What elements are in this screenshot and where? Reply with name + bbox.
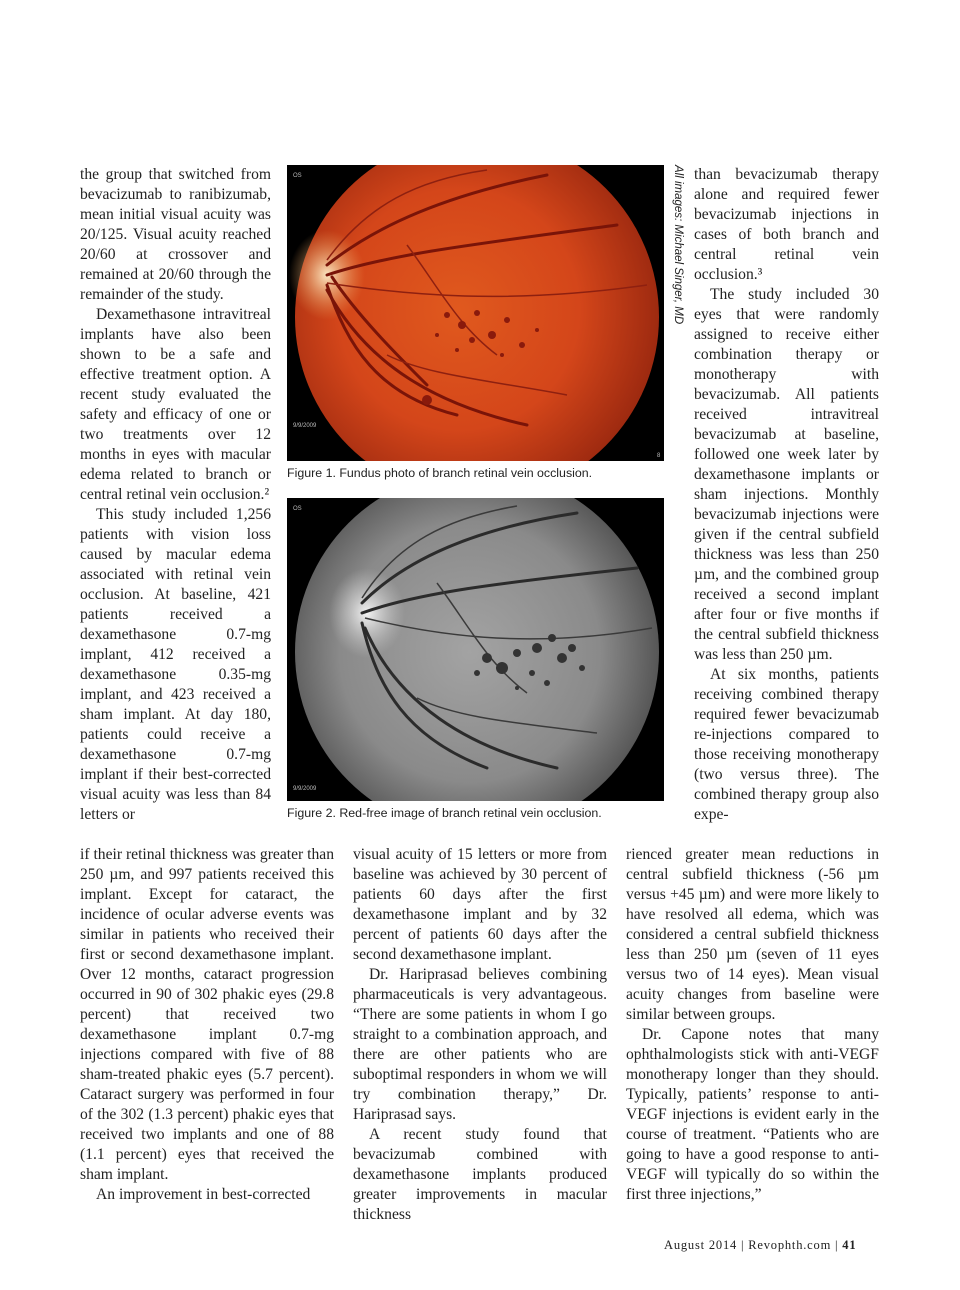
- figure-1-eye-label: OS: [293, 173, 302, 179]
- column-1-bottom-paragraph: An improvement in best-corrected: [96, 1186, 311, 1203]
- figure-2-date-label: 9/9/2009: [293, 786, 317, 792]
- image-credit-text: All images: Michael Singer, MD: [672, 165, 684, 325]
- column-1-top: [80, 165, 271, 825]
- page-footer: [664, 1238, 856, 1253]
- figure-1-caption: Figure 1. Fundus photo of branch retinal vein occlusion.: [287, 466, 593, 480]
- column-1-top-paragraph: the group that switched from bevacizumab to ranibizumab, mean initial visual acuity was 20/125. Visual acuity reached 20/60 at crossover and remained at 20/60 through the remainder of the study.: [80, 166, 271, 303]
- page-number: 41: [842, 1238, 857, 1252]
- footer-site: Revophth.com: [748, 1238, 832, 1252]
- footer-separator-2: |: [835, 1238, 839, 1252]
- column-1-bottom-paragraph: if their retinal thickness was greater than 250 µm, and 997 patients received this implant. Except for cataract, the incidence of ocular adverse events was similar in patients who received their first or second dexamethasone implant. Over 12 months, cataract progression occurred in 90 of 302 phakic eyes (29.8 percent) that received two dexamethasone implant 0.7-mg injections compared with five of 88 sham-treated phakic eyes (5.7 percent). Cataract surgery was performed in four of the 302 (1.3 percent) phakic eyes that received two implants and one of 88 (1.1 percent) eyes that received the sham implant.: [80, 846, 334, 1183]
- column-3-top-paragraph: The study included 30 eyes that were randomly assigned to receive either combination therapy or monotherapy with bevacizumab. All patients received intravitreal bevacizumab at baseline, followed one week later by dexamethasone implants or sham injections. Monthly bevacizumab injections were given if the central subfield thickness was less than 250 µm, and the combined group received a second implant after four or five months if the central subfield thickness was less than 250 µm.: [694, 286, 879, 663]
- figure-2-eye-label: OS: [293, 506, 302, 512]
- column-1-top-paragraph: Dexamethasone intravitreal implants have also been shown to be a safe and effective treatment option. A recent study evaluated the safety and efficacy of one or two treatments over 12 months in eyes with macular edema related to branch or central retinal vein occlusion.²: [80, 306, 271, 503]
- figure-1-corner-label: 8: [657, 453, 661, 459]
- figure-1-date-label: 9/9/2009: [293, 423, 317, 429]
- footer-separator-1: |: [740, 1238, 745, 1252]
- column-3-bottom: [626, 845, 879, 1205]
- column-2-paragraph: visual acuity of 15 letters or more from baseline was achieved by 30 percent of patients 60 days after the first dexamethasone implant and by 32 percent of patients 60 days after the second dexamethasone implant.: [353, 846, 607, 963]
- column-2: [353, 845, 607, 1225]
- column-3-top-paragraph: At six months, patients receiving combined therapy required fewer bevacizumab re-injections compared to those receiving monotherapy (two versus three). The combined therapy group also expe-: [694, 666, 879, 823]
- column-2-paragraph: A recent study found that bevacizumab combined with dexamethasone implants produced greater improvements in macular thickness: [353, 1126, 607, 1223]
- column-3-bottom-paragraph: Dr. Capone notes that many ophthalmologists stick with anti-VEGF monotherapy longer than they should. Typically, patients’ response to anti-VEGF injections is evident early in the course of treatment. “Patients who are going to have a good response to anti-VEGF will typically do so within the first three injections,”: [626, 1026, 879, 1203]
- column-3-top: [694, 165, 879, 825]
- figure-1-fundus-photo: [287, 165, 664, 461]
- figure-2-caption: Figure 2. Red-free image of branch retinal vein occlusion.: [287, 806, 602, 820]
- column-2-paragraph: Dr. Hariprasad believes combining pharmaceuticals is very advantageous. “There are some patients in whom I go straight to a combination approach, and there are other patients who are suboptimal responders in whom we will try combination therapy,” Dr. Hariprasad says.: [353, 966, 607, 1123]
- column-1-bottom: [80, 845, 334, 1205]
- figure-2-red-free-photo: [287, 498, 664, 801]
- column-3-bottom-paragraph: rienced greater mean reductions in central subfield thickness (-56 µm versus +45 µm) and were more likely to have resolved all edema, which was considered a central subfield thickness less than 250 µm (seven of 11 eyes versus two of 14 eyes). Mean visual acuity changes from baseline were similar between groups.: [626, 846, 879, 1023]
- footer-date: August 2014: [664, 1238, 738, 1252]
- image-credit: [668, 165, 690, 325]
- column-1-top-paragraph: This study included 1,256 patients with vision loss caused by macular edema associated with retinal vein occlusion. At baseline, 421 patients received a dexamethasone 0.7-mg implant, 412 received a dexamethasone 0.35-mg implant, and 423 received a sham implant. At day 180, patients could receive a dexamethasone 0.7-mg implant if their best-corrected visual acuity was less than 84 letters or: [80, 506, 271, 823]
- column-3-top-paragraph: than bevacizumab therapy alone and required fewer bevacizumab injections in cases of both branch and central retinal vein occlusion.³: [694, 166, 879, 283]
